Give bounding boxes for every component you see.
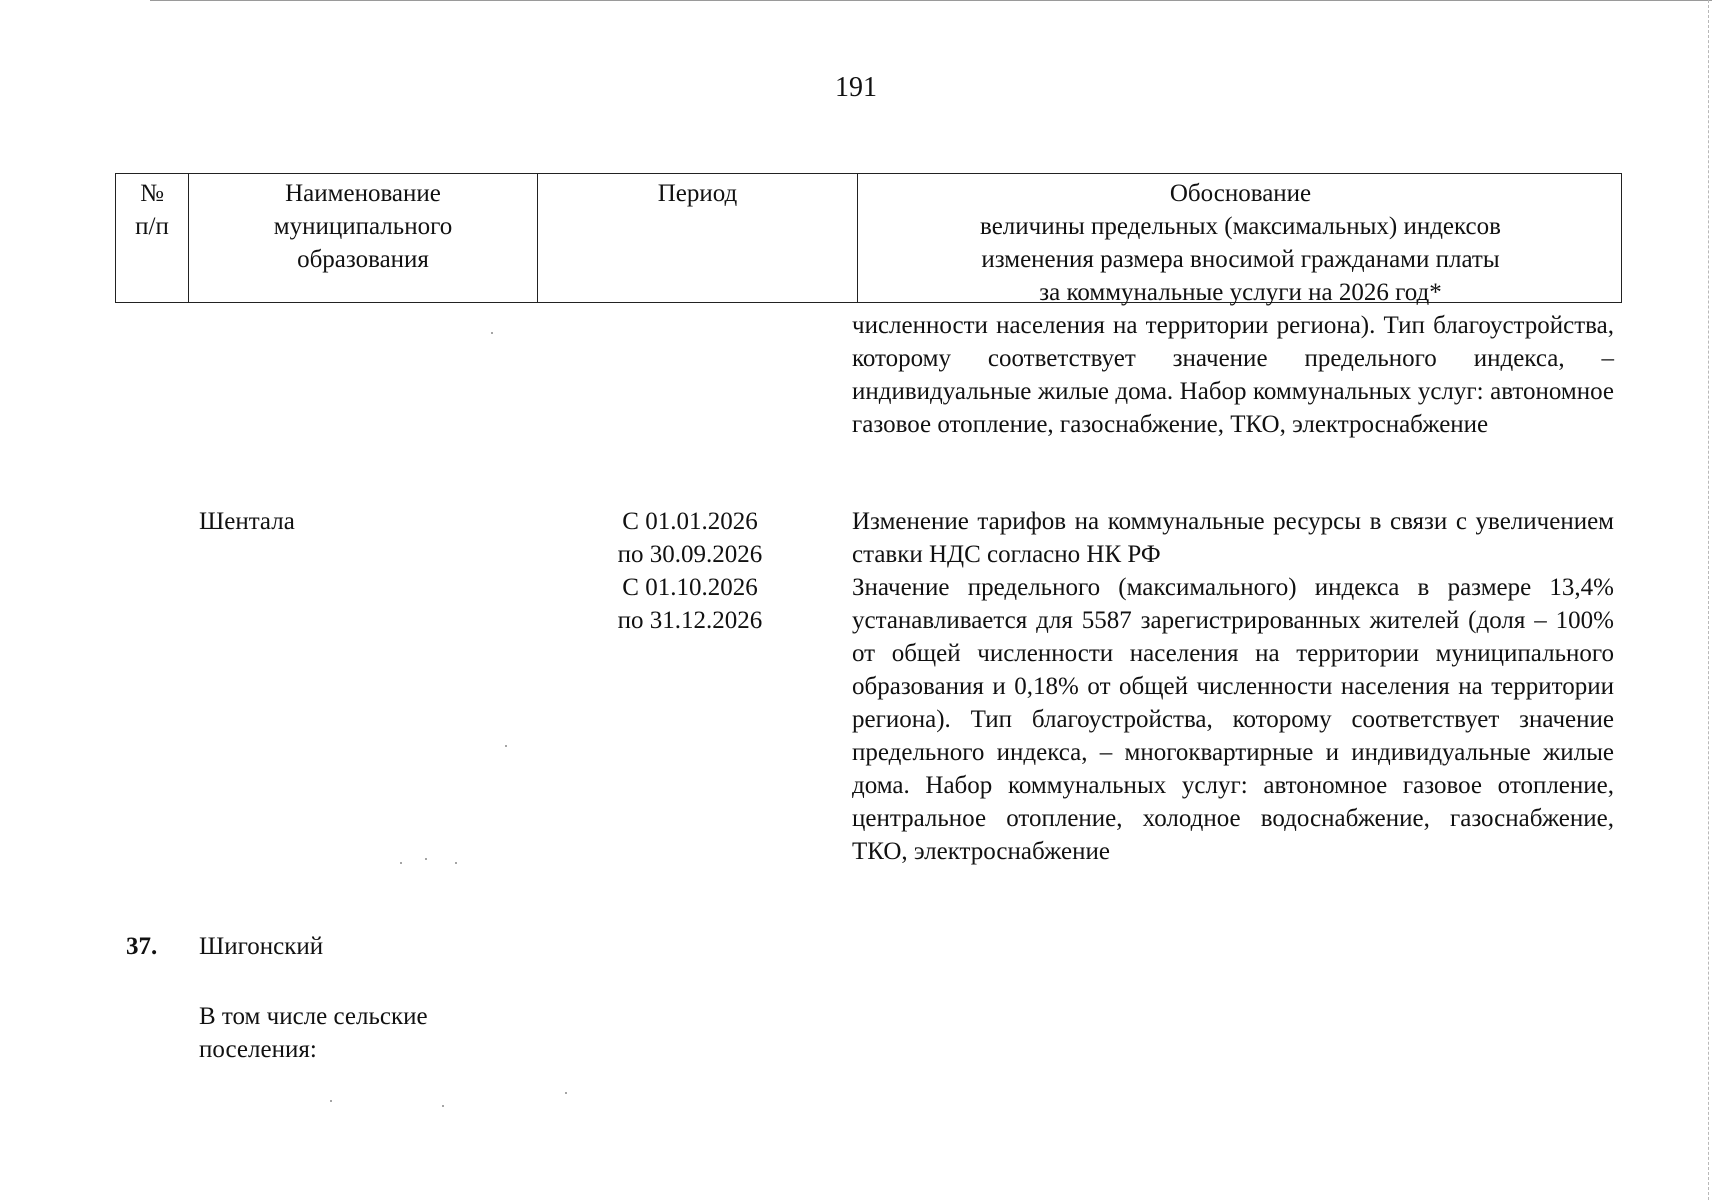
item-municipality-name: Шигонский (199, 933, 324, 960)
header-col-municipality (188, 174, 537, 302)
rural-settlements-label (199, 1000, 499, 1066)
header-col-basis-line: величины предельных (максимальных) индексов (980, 213, 1501, 240)
scan-speck (442, 1105, 444, 1107)
period-line: по 31.12.2026 (617, 607, 763, 634)
page-number: 191 (835, 72, 877, 103)
header-col-period-line: Период (657, 180, 738, 207)
header-col-municipality-line: Наименование (285, 180, 441, 207)
header-col-basis-line: изменения размера вносимой гражданами платы (981, 246, 1500, 273)
scan-speck (425, 858, 427, 860)
rural-settlements-label-line: поселения: (199, 1036, 317, 1063)
period-line: по 30.09.2026 (617, 541, 763, 568)
header-col-basis-line: Обоснование (1169, 180, 1312, 207)
municipality-name: Шентала (199, 508, 295, 535)
header-col-number-line: п/п (135, 213, 169, 240)
header-col-basis-line: за коммунальные услуги на 2026 год* (1039, 279, 1442, 306)
header-col-municipality-line: образования (297, 246, 429, 273)
item-number: 37. (126, 933, 158, 960)
table-header (115, 173, 1622, 306)
page-top-edge (150, 0, 1712, 1)
basis-text-index: Значение предельного (максимального) индекса в размере 13,4% устанавливается для 5587 зарегистрированных жителей (доля – 100% от общей численности населения на территории муниципального образования и 0,18% от общей численности населения на территории региона). Тип благоустройства, которому соответствует значение предельного индекса, – многоквартирные и индивидуальные жилые дома. Набор коммунальных услуг: автономное газовое отопление, центральное отопление, холодное водоснабжение, газоснабжение, ТКО, электроснабжение (852, 574, 1614, 865)
scan-speck (455, 862, 457, 864)
period-line: С 01.01.2026 (622, 508, 758, 535)
scan-speck (491, 332, 493, 334)
header-col-number-line: № (140, 180, 164, 207)
header-col-municipality-line: муниципального (273, 213, 453, 240)
header-col-period (537, 174, 857, 302)
rural-settlements-label-line: В том числе сельские (199, 1003, 428, 1030)
scan-speck (565, 1092, 567, 1094)
header-col-number (116, 174, 188, 302)
period-cell (590, 505, 790, 637)
scan-speck (400, 862, 402, 864)
scan-speck (330, 1100, 332, 1102)
page-right-edge (1708, 0, 1709, 1200)
period-line: С 01.10.2026 (622, 574, 758, 601)
header-col-basis (857, 174, 1623, 306)
basis-text-vat: Изменение тарифов на коммунальные ресурсы в связи с увеличением ставки НДС согласно НК РФ (852, 508, 1614, 568)
continuation-basis-text: численности населения на территории региона). Тип благоустройства, которому соответствует значение предельного индекса, – индивидуальные жилые дома. Набор коммунальных услуг: автономное газовое отопление, газоснабжение, ТКО, электроснабжение (852, 312, 1614, 438)
scan-speck (505, 745, 507, 747)
